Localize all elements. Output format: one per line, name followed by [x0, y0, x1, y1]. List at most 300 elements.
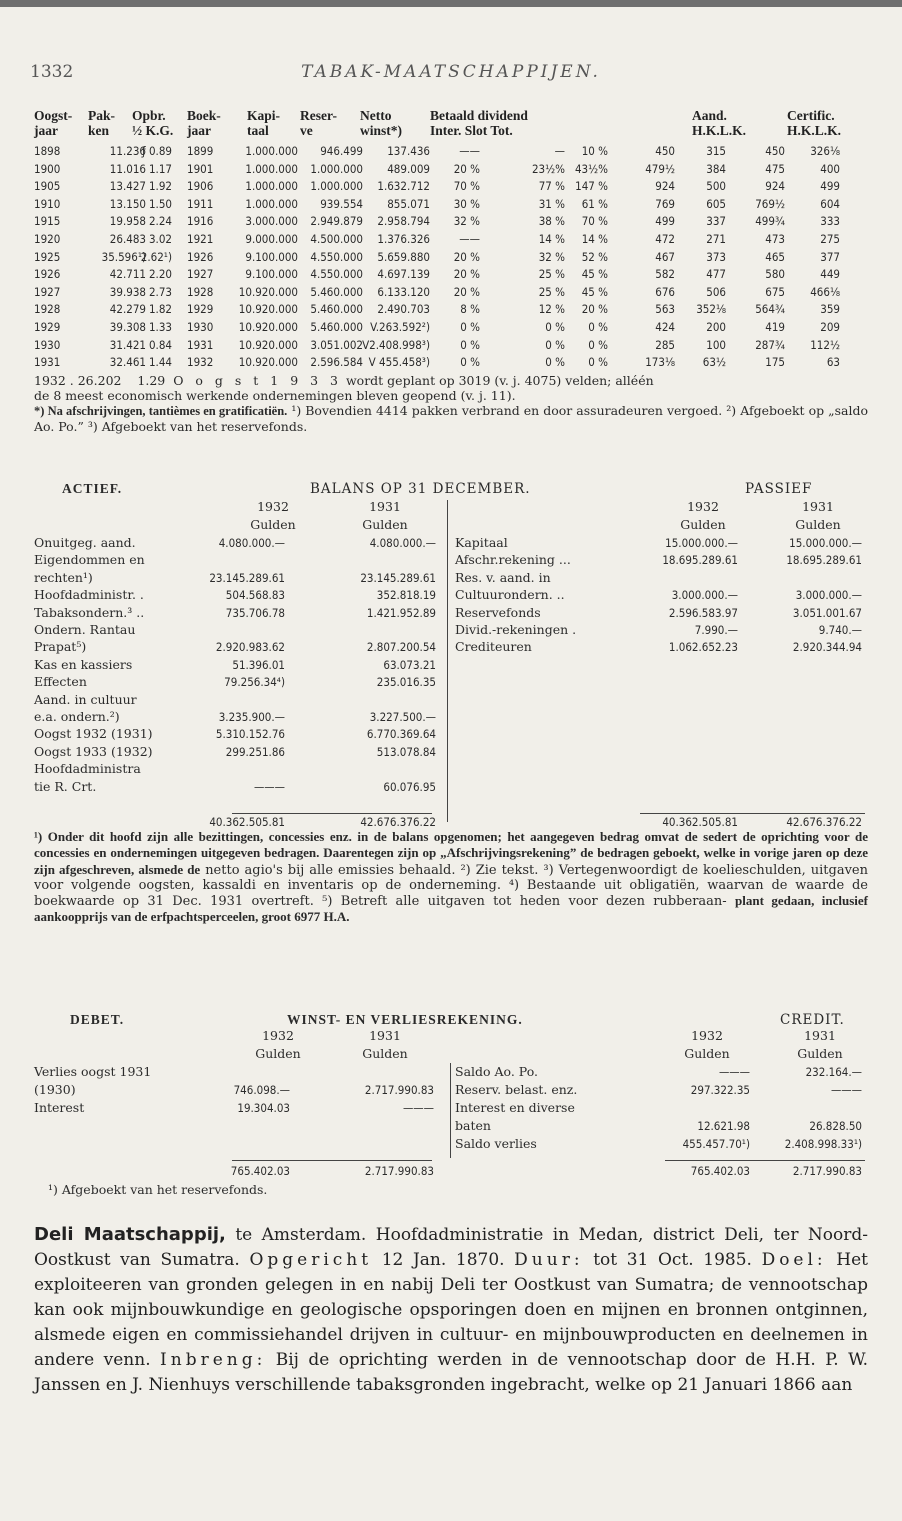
yearly-header-line: ½ K.G. [132, 123, 174, 138]
yearly-header-line: Certific. [787, 108, 835, 123]
yearly-header-col [132, 108, 173, 138]
yearly-cell: 1906 [187, 179, 214, 194]
yearly-header-line: Betaald dividend [430, 108, 528, 123]
balance-divider [447, 500, 448, 822]
yearly-cell: 11.236 [109, 144, 146, 158]
yearly-cell: 359 [820, 302, 840, 317]
yearly-cell: 0 % [460, 320, 480, 334]
yearly-cell: 4.697.139 [377, 267, 430, 282]
yearly-cell: 479½ [645, 161, 675, 176]
yearly-cell: 1930 [34, 337, 61, 352]
yearly-cell: 1899 [187, 144, 214, 158]
yearly-cell: V 455.458³) [368, 355, 430, 370]
bal-sum-line-left [232, 813, 432, 814]
pl-total-left-1931: 2.717.990.83 [364, 1164, 434, 1178]
yearly-cell: 489.009 [387, 161, 430, 176]
yearly-cell: 1929 [187, 302, 214, 317]
credit-value-1931: 2.408.998.33¹) [784, 1137, 862, 1151]
yearly-cell: 1.376.326 [377, 232, 430, 246]
bal-total-right-1931: 42.676.376.22 [786, 815, 862, 829]
yearly-cell: 946.499 [320, 144, 363, 158]
inbreng-value: Bij de oprichting werden in de vennootschap door de H.H. P. W. Janssen en J. Nienhuys verschillende tabaksgronden ingebracht, welke op 21 Januari 1866 aan [34, 1350, 868, 1395]
liability-value-1932: 7.990.— [694, 623, 738, 637]
yearly-cell: 855.071 [387, 196, 430, 211]
liability-value-1932: 18.695.289.61 [662, 553, 738, 568]
yearly-row [0, 214, 902, 231]
credit-value-1932: 12.621.98 [697, 1119, 750, 1133]
yearly-cell: 100 [706, 337, 726, 352]
yearly-cell: 32 % [453, 214, 480, 229]
asset-value-1931: 235.016.35 [376, 675, 436, 690]
bal-unit-right-2: Gulden [795, 517, 841, 532]
yearly-cell: 1.000.000 [310, 179, 363, 194]
pl-unit-left-2: Gulden [362, 1046, 408, 1061]
yearly-header-line: H.K.L.K. [787, 123, 842, 138]
duur-value: tot 31 Oct. 1985. [593, 1250, 752, 1270]
asset-label: Prapat⁵) [34, 639, 87, 655]
liability-label: Res. v. aand. in [455, 569, 551, 585]
asset-value-1932: 23.145.289.61 [209, 570, 285, 585]
yearly-cell: 20 % [453, 267, 480, 282]
pl-total-right-1932: 765.402.03 [690, 1164, 750, 1178]
debit-value-1931: ——— [402, 1101, 434, 1115]
yearly-cell: 5.460.000 [310, 320, 363, 334]
yearly-cell: 70 % [581, 214, 608, 229]
yearly-cell: 0 % [588, 320, 608, 334]
yearly-header-line: jaar [34, 123, 58, 138]
asset-label: Oogst 1933 (1932) [34, 743, 153, 759]
yearly-cell: 0.84 [148, 337, 172, 352]
asset-label: Onuitgeg. aand. [34, 535, 136, 550]
yearly-cell: 2.20 [148, 267, 172, 282]
yearly-cell: 32 % [538, 249, 565, 264]
yearly-cell: 77 % [538, 179, 565, 194]
yearly-cell: 25 % [538, 267, 565, 282]
credit-label: baten [455, 1118, 491, 1133]
yearly-header-col [187, 108, 221, 138]
liability-value-1932: 1.062.652.23 [668, 640, 738, 655]
yearly-cell: 605 [706, 196, 726, 211]
debit-label: Verlies oogst 1931 [34, 1064, 152, 1079]
yearly-cell: 1925 [34, 249, 61, 264]
yearly-header-line: Opbr. [132, 108, 166, 123]
yearly-header-line: Kapi- [247, 108, 281, 123]
liability-value-1931: 15.000.000.— [789, 536, 862, 550]
liability-label: Crediteuren [455, 639, 532, 655]
yearly-cell: 1930 [187, 320, 214, 334]
yearly-cell: 1916 [187, 214, 214, 229]
yearly-row [0, 232, 902, 249]
yearly-cell: 326⅛ [810, 144, 840, 158]
pl-total-right-1931: 2.717.990.83 [792, 1164, 862, 1178]
yearly-cell: 467 [655, 249, 675, 264]
last-bales: 26.202 [77, 373, 122, 388]
pl-unit-right-2: Gulden [797, 1046, 843, 1061]
yearly-cell: 275 [820, 232, 840, 246]
yearly-cell: 1927 [187, 267, 214, 282]
bal-year-1932-left: 1932 [257, 499, 289, 514]
credit-label: Saldo Ao. Po. [455, 1064, 538, 1079]
last-year: 1932 [34, 373, 66, 388]
deli-intro: te Amsterdam. Hoofdadministratie in Medan, district Deli, ter Noord-Oostkust van Sumatra. [34, 1225, 869, 1270]
pl-note: ¹) Afgeboekt van het reservefonds. [48, 1182, 268, 1197]
yearly-cell: 19.958 [109, 214, 146, 229]
asset-value-1932: 79.256.34⁴) [224, 675, 285, 690]
pl-right-head: CREDIT. [780, 1012, 845, 1028]
balance-notes [34, 829, 868, 926]
yearly-cell: 1926 [34, 267, 61, 282]
yearly-cell: —— [459, 232, 480, 246]
yearly-cell: 1.50 [148, 196, 172, 211]
debit-value-1932: 19.304.03 [237, 1101, 290, 1115]
yearly-cell: 449 [820, 267, 840, 282]
asset-value-1931: 63.073.21 [383, 657, 436, 672]
yearly-cell: 1.82 [148, 302, 172, 317]
yearly-cell: 38 % [538, 214, 565, 229]
liability-value-1932: 2.596.583.97 [668, 605, 738, 620]
yearly-cell: 10.920.000 [238, 284, 298, 299]
yearly-cell: 45 % [581, 267, 608, 282]
bal-year-1931-left: 1931 [369, 499, 401, 514]
asset-value-1932: 735.706.78 [225, 605, 285, 620]
yearly-cell: 563 [655, 302, 675, 317]
yearly-row [0, 162, 902, 179]
yearly-cell: 0 % [588, 337, 608, 352]
bal-unit-left-2: Gulden [362, 517, 408, 532]
yearly-cell: 499 [820, 179, 840, 194]
liability-value-1931: 3.051.001.67 [792, 605, 862, 620]
yearly-header-col [787, 108, 841, 138]
yearly-cell: 45 % [581, 284, 608, 299]
liability-label: Cultuurondern. .. [455, 587, 565, 603]
yearly-cell: 4.550.000 [310, 249, 363, 264]
yearly-header-col [300, 108, 337, 138]
yearly-cell: 1921 [187, 232, 214, 246]
yearly-cell: 333 [820, 214, 840, 229]
yearly-cell: V.263.592²) [370, 320, 430, 334]
yearly-cell: 1900 [34, 161, 61, 176]
balance-notes-bold2: plant gedaan, inclusief aankoopprijs van de erfpachtsperceelen, groot 6977 H.A. [34, 893, 868, 925]
asset-value-1931: 3.227.500.— [369, 710, 436, 724]
debit-label: Interest [34, 1100, 85, 1115]
yearly-cell: 2.490.703 [377, 302, 430, 317]
yearly-cell: 200 [706, 320, 726, 334]
yearly-cell: 1915 [34, 214, 61, 229]
deli-description [34, 1222, 868, 1398]
yearly-cell: 604 [820, 196, 840, 211]
continuation-text: de 8 meest economisch werkende ondernemingen bleven geopend (v. j. 11). [34, 388, 516, 403]
liability-value-1931: 9.740.— [818, 623, 862, 637]
yearly-cell: 1929 [34, 320, 61, 334]
yearly-header-line: Reser- [300, 108, 337, 123]
asset-value-1932: 3.235.900.— [218, 710, 285, 724]
yearly-cell: 32.461 [109, 355, 146, 370]
footnote-bold: *) Na afschrijvingen, tantièmes en gratificatiën. [34, 404, 288, 418]
footnote-rest: ¹) Bovendien 4414 pakken verbrand en door assuradeuren vergoed. ²) Afgeboekt op „saldo Ao. Po.” ³) Afgeboekt van het reservefonds. [34, 403, 868, 434]
yearly-cell: 506 [706, 284, 726, 299]
yearly-cell: — [554, 144, 565, 158]
asset-label: Ondern. Rantau [34, 622, 136, 637]
yearly-cell: 39.938 [109, 284, 146, 299]
yearly-cell: 1.44 [148, 355, 172, 370]
asset-label: Effecten [34, 674, 87, 690]
liability-label: Afschr.rekening ... [455, 552, 571, 568]
yearly-cell: 112½ [810, 337, 840, 352]
pl-year-1932-left: 1932 [262, 1028, 294, 1043]
balance-left-head: ACTIEF. [62, 481, 123, 496]
yearly-cell: 1.17 [148, 161, 172, 176]
page-number: 1332 [30, 62, 74, 82]
inbreng-label: Inbreng: [160, 1350, 267, 1370]
yearly-cell: 472 [655, 232, 675, 246]
yearly-row [0, 250, 902, 267]
credit-value-1931: 232.164.— [805, 1065, 862, 1079]
yearly-cell: 2.958.794 [377, 214, 430, 229]
yearly-cell: 14 % [581, 232, 608, 246]
liability-label: Reservefonds [455, 604, 541, 620]
yearly-cell: —— [459, 144, 480, 158]
yearly-cell: 769½ [755, 196, 785, 211]
yearly-cell: 4.500.000 [310, 232, 363, 246]
yearly-cell: 580 [765, 267, 785, 282]
bal-year-1931-right: 1931 [802, 499, 834, 514]
bal-sum-line-right [640, 813, 865, 814]
yearly-cell: 475 [765, 161, 785, 176]
yearly-cell: 924 [765, 179, 785, 194]
yearly-cell: 25 % [538, 284, 565, 299]
company-name: Deli Maatschappij, [34, 1224, 226, 1245]
yearly-cell: 1920 [34, 232, 61, 246]
yearly-row [0, 267, 902, 284]
bal-year-1932-right: 1932 [687, 499, 719, 514]
asset-value-1932: 2.920.983.62 [215, 640, 285, 655]
pl-year-1932-right: 1932 [691, 1028, 723, 1043]
yearly-cell: 465 [765, 249, 785, 264]
yearly-cell: 500 [706, 179, 726, 194]
yearly-cell: 582 [655, 267, 675, 282]
yearly-cell: 0 % [460, 337, 480, 352]
last-yield: 1.29 [137, 373, 166, 388]
asset-label: Hoofdadministr. . [34, 587, 144, 603]
credit-value-1932: ——— [718, 1065, 750, 1079]
doel-label: Doel: [761, 1250, 827, 1270]
credit-label: Interest en diverse [455, 1100, 575, 1115]
yearly-cell: 11.016 [109, 161, 146, 176]
yearly-cell: 2.596.584 [310, 355, 363, 370]
yearly-cell: 13.150 [109, 196, 146, 211]
asset-value-1931: 60.076.95 [383, 779, 436, 794]
doel-value: Het exploiteeren van gronden gelegen in en nabij Deli ter Oostkust van Sumatra; de vennootschap kan ook mijnbouwkundige en geologische opsporingen doen en mijnen en bronnen ontginnen, alsmede eigen en commissiehandel drijven in cultuur- en mijnbouwproducten en deelnemen in andere venn. [34, 1250, 868, 1370]
yearly-header-col [430, 108, 528, 138]
yearly-cell: 424 [655, 320, 675, 334]
debit-value-1932: 746.098.— [233, 1083, 290, 1097]
yearly-cell: 0 % [545, 337, 565, 352]
yearly-cell: 39.308 [109, 320, 146, 334]
yearly-cell: 42.279 [109, 302, 146, 317]
yearly-cell: 2.24 [148, 214, 172, 229]
yearly-cell: 1910 [34, 196, 61, 211]
yearly-cell: 5.659.880 [377, 249, 430, 264]
credit-label: Saldo verlies [455, 1136, 537, 1151]
oogst-spaced: O o g s t 1 9 3 3 [173, 373, 342, 388]
debit-value-1931: 2.717.990.83 [364, 1083, 434, 1097]
yearly-header-line: winst*) [360, 123, 403, 138]
yearly-row [0, 285, 902, 302]
yearly-cell: 373 [706, 249, 726, 264]
yearly-cell: 352⅛ [696, 302, 726, 317]
yearly-cell: 285 [655, 337, 675, 352]
yearly-cell: 20 % [453, 161, 480, 176]
asset-value-1932: 51.396.01 [232, 657, 285, 672]
yearly-cell: 675 [765, 284, 785, 299]
yearly-cell: 271 [706, 232, 726, 246]
yearly-cell: 209 [820, 320, 840, 334]
liability-value-1931: 18.695.289.61 [786, 553, 862, 568]
pl-center-head: WINST- EN VERLIESREKENING. [287, 1012, 523, 1027]
yearly-row [0, 144, 902, 161]
yearly-cell: 466⅛ [810, 284, 840, 299]
yearly-header-line: taal [247, 123, 269, 138]
yearly-cell: 137.436 [387, 144, 430, 158]
yearly-cell: 10.920.000 [238, 302, 298, 317]
yearly-cell: 769 [655, 196, 675, 211]
asset-value-1932: 5.310.152.76 [215, 727, 285, 742]
yearly-last-row: 1932 . 26.202 1.29 O o g s t 1 9 3 3 wordt geplant op 3019 (v. j. 4075) velden; alléén de 8 meest economisch werkende ondernemingen bleven geopend (v. j. 11). *) Na afschrijvingen, tantièmes en gratificatiën. ¹) Bovendien 4414 pakken verbrand en door assuradeuren vergoed. ²) Afgeboekt op „saldo Ao. Po.” ³) Afgeboekt van het reservefonds. [34, 373, 868, 434]
yearly-cell: 13.427 [109, 179, 146, 194]
yearly-row [0, 355, 902, 372]
yearly-cell: 1.632.712 [377, 179, 430, 194]
asset-label: Oogst 1932 (1931) [34, 726, 153, 742]
yearly-header-line: Netto [360, 108, 392, 123]
yearly-cell: 35.596¹) [101, 249, 146, 264]
yearly-header-line: Boek- [187, 108, 221, 123]
yearly-cell: 10.920.000 [238, 337, 298, 352]
bal-unit-left-1: Gulden [250, 517, 296, 532]
yearly-header-col [88, 108, 115, 138]
liability-label: Divid.-rekeningen . [455, 622, 577, 637]
yearly-cell: 2.62¹) [140, 249, 172, 264]
yearly-cell: 70 % [453, 179, 480, 194]
yearly-cell: 9.000.000 [245, 232, 298, 246]
credit-value-1931: 26.828.50 [809, 1119, 862, 1133]
yearly-cell: 287¾ [755, 337, 785, 352]
liability-label: Kapitaal [455, 535, 508, 550]
debit-label: (1930) [34, 1082, 76, 1097]
yearly-cell: 477 [706, 267, 726, 282]
yearly-cell: 676 [655, 284, 675, 299]
yearly-row [0, 179, 902, 196]
asset-value-1931: 2.807.200.54 [366, 640, 436, 655]
yearly-cell: 14 % [538, 232, 565, 246]
bal-unit-right-1: Gulden [680, 517, 726, 532]
yearly-cell: 377 [820, 249, 840, 264]
yearly-cell: 52 % [581, 249, 608, 264]
yearly-cell: 4.550.000 [310, 267, 363, 282]
pl-sum-line-right [665, 1160, 865, 1161]
pl-unit-right-1: Gulden [684, 1046, 730, 1061]
yearly-cell: 42.711 [109, 267, 146, 282]
opgericht-value: 12 Jan. 1870. [381, 1250, 505, 1270]
yearly-cell: 31.421 [109, 337, 146, 352]
balance-notes-bold: ¹) Onder dit hoofd zijn alle bezittingen, concessies enz. in de balans opgenomen; het aangegeven bedrag omvat de sedert de oprichting voor de concessies en ondernemingen uitgegeven bedragen. Daarentegen zijn op „Afschrijvingsrekening” de bedragen geboekt, welke in vorige jaren op deze zijn afgeschreven, alsmede de [34, 829, 868, 877]
credit-value-1931: ——— [830, 1083, 862, 1097]
yearly-header-col [360, 108, 402, 138]
yearly-cell: 1898 [34, 144, 61, 158]
yearly-cell: 419 [765, 320, 785, 334]
asset-value-1932: ——— [253, 779, 285, 794]
asset-label: Aand. in cultuur [34, 691, 137, 707]
yearly-cell: 61 % [581, 196, 608, 211]
credit-value-1932: 455.457.70¹) [682, 1137, 750, 1151]
asset-label: rechten¹) [34, 569, 93, 585]
yearly-cell: 5.460.000 [310, 284, 363, 299]
yearly-cell: 20 % [453, 249, 480, 264]
yearly-row [0, 320, 902, 337]
last-row-text: wordt geplant op 3019 (v. j. 4075) velden; alléén [345, 373, 654, 388]
yearly-cell: 337 [706, 214, 726, 229]
yearly-cell: 175 [765, 355, 785, 370]
yearly-cell: 939.554 [320, 196, 363, 211]
bal-total-left-1931: 42.676.376.22 [360, 815, 436, 829]
yearly-cell: 924 [655, 179, 675, 194]
credit-value-1932: 297.322.35 [690, 1083, 750, 1097]
yearly-header-line: jaar [187, 123, 211, 138]
asset-value-1931: 513.078.84 [376, 744, 436, 759]
liability-value-1932: 3.000.000.— [671, 588, 738, 603]
top-edge [0, 0, 902, 7]
opgericht-label: Opgericht [249, 1250, 373, 1270]
yearly-cell: 12 % [538, 302, 565, 317]
balance-right-head: PASSIEF [745, 481, 813, 497]
liability-value-1931: 2.920.344.94 [792, 640, 862, 655]
duur-label: Duur: [514, 1250, 584, 1270]
yearly-cell: 1.000.000 [245, 196, 298, 211]
yearly-cell: 499 [655, 214, 675, 229]
yearly-cell: 1932 [187, 355, 214, 370]
asset-value-1932: 299.251.86 [225, 744, 285, 759]
balance-center-head: BALANS OP 31 DECEMBER. [310, 481, 531, 497]
pl-year-1931-left: 1931 [369, 1028, 401, 1043]
pl-year-1931-right: 1931 [804, 1028, 836, 1043]
yearly-header-line: ken [88, 123, 110, 138]
yearly-cell: 8 % [460, 302, 480, 317]
yearly-cell: 1.92 [148, 179, 172, 194]
yearly-cell: 473 [765, 232, 785, 246]
yearly-header-line: Inter. Slot Tot. [430, 123, 513, 138]
yearly-cell: 1911 [187, 196, 214, 211]
yearly-cell: 9.100.000 [245, 267, 298, 282]
yearly-cell: 315 [706, 144, 726, 158]
yearly-header-col [247, 108, 280, 138]
yearly-cell: 1928 [187, 284, 214, 299]
bal-total-right-1932: 40.362.505.81 [662, 815, 738, 829]
asset-value-1931: 1.421.952.89 [366, 605, 436, 620]
asset-label: Tabaksondern.³ .. [34, 604, 145, 620]
yearly-cell: 1928 [34, 302, 61, 317]
yearly-cell: 20 % [453, 284, 480, 299]
yearly-cell: 23½% [531, 161, 565, 176]
yearly-cell: 0 % [545, 320, 565, 334]
yearly-header-line: Aand. [692, 108, 727, 123]
asset-label: tie R. Crt. [34, 778, 97, 794]
yearly-cell: 400 [820, 161, 840, 176]
yearly-header-col [34, 108, 72, 138]
yearly-cell: 43½% [574, 161, 608, 176]
yearly-cell: 1931 [34, 355, 61, 370]
yearly-cell: 1931 [187, 337, 214, 352]
yearly-cell: 2.949.879 [310, 214, 363, 229]
balance-notes-normal: netto agio's bij alle emissies behaald. ²) Zie tekst. ³) Vertegenwoordigt de koelieschulden, uitgaven voor volgende oogsten, kassaldi en inventaris op de onderneming. ⁴) Bestaande uit obligatiën, waarvan de waarde de boekwaarde op 31 Dec. 1931 overtreft. ⁵) Betreft alle uitgaven tot heden voor dezen rubberaan- [34, 862, 868, 910]
